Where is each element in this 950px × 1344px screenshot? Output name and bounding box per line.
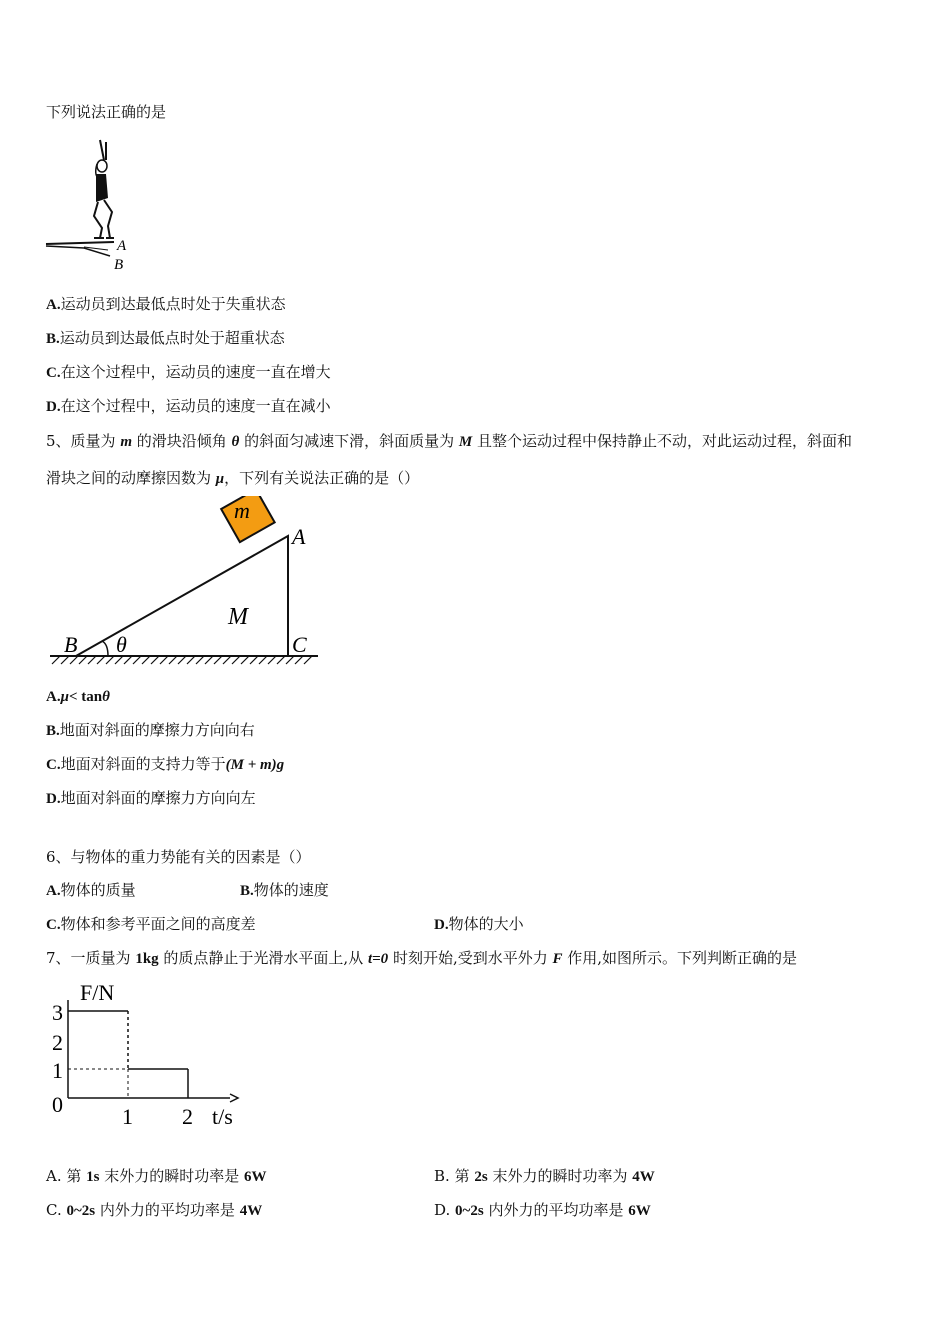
incline-label-c: C [292, 632, 307, 657]
incline-label-theta: θ [116, 632, 127, 657]
q5-option-c: C.地面对斜面的支持力等于(M + m)g [46, 755, 285, 773]
incline-figure [46, 496, 326, 676]
q4-option-b: B.运动员到达最低点时处于超重状态 [46, 329, 285, 347]
diver-figure [44, 138, 144, 278]
x-tick-1: 1 [122, 1104, 133, 1129]
diver-label-a: A [117, 238, 127, 254]
q5-option-b: B.地面对斜面的摩擦力方向向右 [46, 721, 255, 739]
y-tick-0: 0 [52, 1092, 63, 1117]
x-axis-arrow [230, 1094, 238, 1102]
q5-option-a: A.μ< tanθ [46, 689, 110, 705]
y-tick-3: 3 [52, 1000, 63, 1025]
x-axis-label: t/s [212, 1104, 233, 1129]
y-axis-label: F/N [80, 980, 115, 1005]
q5-option-d: D.地面对斜面的摩擦力方向向左 [46, 789, 256, 807]
q6-stem: 6、与物体的重力势能有关的因素是（） [46, 848, 311, 866]
q5-stem-line1: 5、质量为 m 的滑块沿倾角 θ 的斜面匀减速下滑，斜面质量为 M 且整个运动过程中保持静止不动，对此运动过程，斜面和 [46, 432, 852, 450]
y-tick-1: 1 [52, 1058, 63, 1083]
q6-option-c: C.物体和参考平面之间的高度差 [46, 915, 256, 933]
q7-option-d: D. 0~2s 内外力的平均功率是 6W [434, 1201, 651, 1219]
q4-option-a: A.运动员到达最低点时处于失重状态 [46, 295, 286, 313]
x-tick-2: 2 [182, 1104, 193, 1129]
q6-option-b: B.物体的速度 [240, 881, 329, 899]
q6-option-a: A.物体的质量 [46, 881, 136, 899]
q6-option-d: D.物体的大小 [434, 915, 524, 933]
incline-label-a: A [292, 524, 306, 549]
incline-label-bigm: M [228, 604, 248, 630]
q7-stem: 7、一质量为 1kg 的质点静止于光滑水平面上,从 t=0 时刻开始,受到水平外力 F 作用,如图所示。下列判断正确的是 [46, 949, 798, 967]
y-tick-2: 2 [52, 1030, 63, 1055]
q7-option-c: C. 0~2s 内外力的平均功率是 4W [46, 1201, 263, 1219]
q4-option-d: D.在这个过程中，运动员的速度一直在减小 [46, 397, 331, 415]
q4-stem: 下列说法正确的是 [46, 103, 167, 121]
diver-label-b: B [114, 257, 124, 273]
q7-option-b: B. 第 2s 末外力的瞬时功率为 4W [434, 1167, 655, 1185]
q4-option-c: C.在这个过程中，运动员的速度一直在增大 [46, 363, 331, 381]
q7-option-a: A. 第 1s 末外力的瞬时功率是 6W [46, 1167, 267, 1185]
q5-stem-line2: 滑块之间的动摩擦因数为 μ，下列有关说法正确的是（） [46, 469, 420, 487]
force-time-graph [44, 978, 254, 1130]
incline-label-m: m [234, 498, 250, 523]
incline-label-b: B [64, 632, 78, 657]
